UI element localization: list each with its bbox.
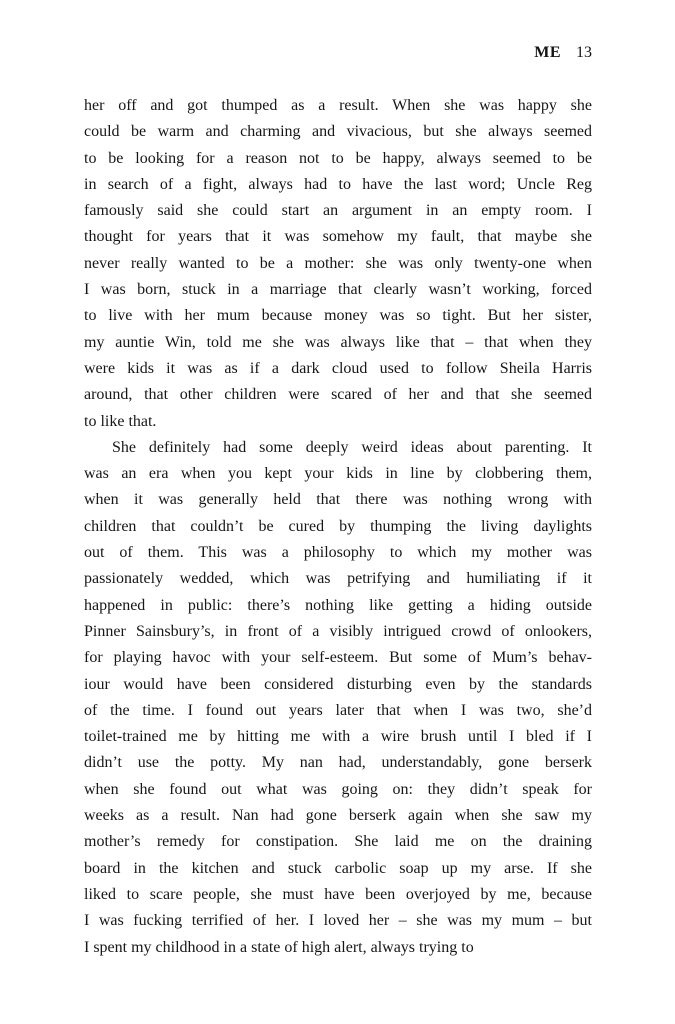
body-text xyxy=(84,93,592,961)
text-line: around, that other children were scared of her and that she seemed xyxy=(84,386,592,404)
text-line: Pinner Sainsbury’s, in front of a visibly intrigued crowd of onlookers, xyxy=(84,622,592,640)
text-line: I was born, stuck in a marriage that clearly wasn’t working, forced xyxy=(84,281,592,299)
text-line: of the time. I found out years later that when I was two, she’d xyxy=(84,701,592,719)
text-line: I was fucking terrified of her. I loved her – she was my mum – but xyxy=(84,912,592,930)
text-line: my auntie Win, told me she was always like that – that when they xyxy=(84,333,592,351)
text-line: for playing havoc with your self-esteem. But some of Mum’s behav- xyxy=(84,649,592,667)
text-line: mother’s remedy for constipation. She laid me on the draining xyxy=(84,833,592,851)
text-line: liked to scare people, she must have been overjoyed by me, because xyxy=(84,885,592,903)
text-line: thought for years that it was somehow my fault, that maybe she xyxy=(84,228,592,246)
paragraph xyxy=(84,435,592,961)
text-line: board in the kitchen and stuck carbolic soap up my arse. If she xyxy=(84,859,592,877)
running-title: ME xyxy=(534,44,561,61)
text-line: in search of a fight, always had to have the last word; Uncle Reg xyxy=(84,175,592,193)
text-line: weeks as a result. Nan had gone berserk again when she saw my xyxy=(84,807,592,825)
text-line: to be looking for a reason not to be happy, always seemed to be xyxy=(84,149,592,167)
text-line: out of them. This was a philosophy to which my mother was xyxy=(84,544,592,562)
text-line: her off and got thumped as a result. When she was happy she xyxy=(84,97,592,114)
text-line: when she found out what was going on: they didn’t speak for xyxy=(84,780,592,798)
text-line: never really wanted to be a mother: she was only twenty-one when xyxy=(84,254,592,272)
text-line: didn’t use the potty. My nan had, understandably, gone berserk xyxy=(84,754,592,772)
text-line: happened in public: there’s nothing like getting a hiding outside xyxy=(84,596,592,614)
text-line: iour would have been considered disturbing even by the standards xyxy=(84,675,592,693)
text-line: I spent my childhood in a state of high alert, always trying to xyxy=(84,938,474,956)
page-header xyxy=(84,44,592,62)
text-line: famously said she could start an argument in an empty room. I xyxy=(84,202,592,220)
text-line: could be warm and charming and vivacious, but she always seemed xyxy=(84,123,592,141)
text-line: to live with her mum because money was so tight. But her sister, xyxy=(84,307,592,325)
text-line: She definitely had some deeply weird ideas about parenting. It xyxy=(112,438,592,456)
page-number: 13 xyxy=(576,44,592,61)
text-line: were kids it was as if a dark cloud used to follow Sheila Harris xyxy=(84,359,592,377)
paragraph xyxy=(84,93,592,435)
text-line: was an era when you kept your kids in line by clobbering them, xyxy=(84,465,592,483)
text-line: to like that. xyxy=(84,412,157,430)
text-line: passionately wedded, which was petrifying and humiliating if it xyxy=(84,570,592,588)
text-line: children that couldn’t be cured by thumping the living daylights xyxy=(84,517,592,535)
text-line: toilet-trained me by hitting me with a wire brush until I bled if I xyxy=(84,728,592,746)
text-line: when it was generally held that there was nothing wrong with xyxy=(84,491,592,509)
